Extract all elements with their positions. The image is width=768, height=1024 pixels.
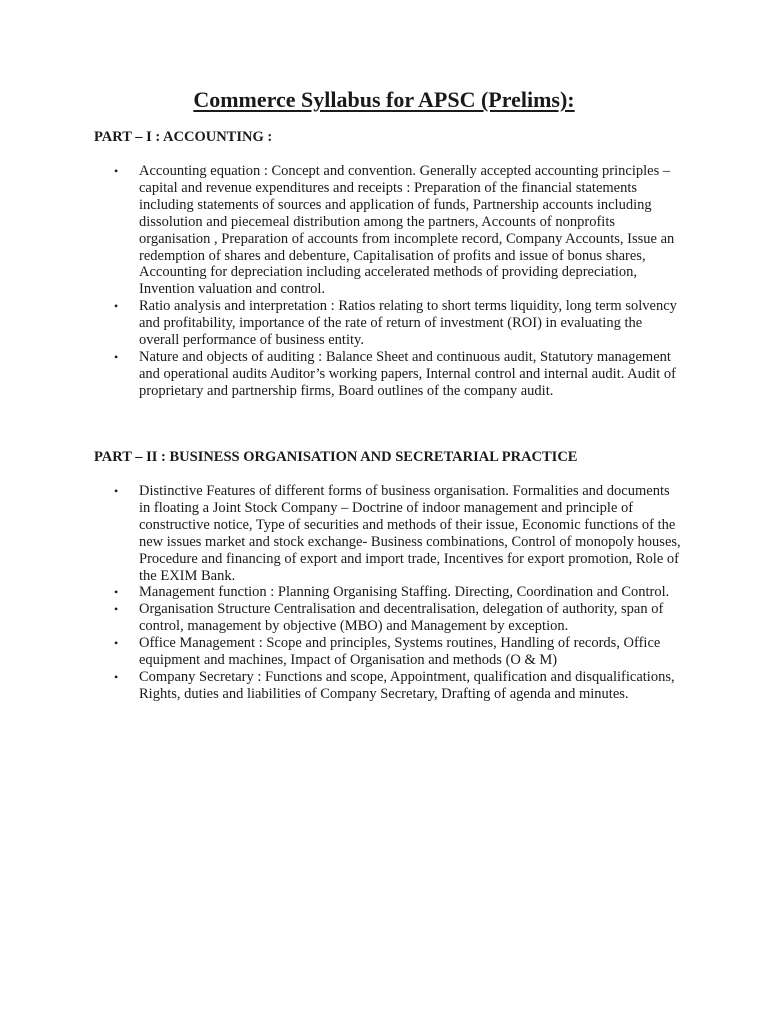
- bullet-icon: •: [114, 602, 119, 617]
- list-item: [0, 584, 768, 601]
- bullet-icon: •: [114, 349, 119, 364]
- part-2-list: [0, 483, 768, 703]
- list-item: [0, 669, 768, 703]
- list-item: [0, 635, 768, 669]
- bullet-icon: •: [114, 484, 119, 498]
- part-1-list: [0, 163, 768, 400]
- part-1-heading: PART – I : ACCOUNTING :: [94, 129, 273, 145]
- list-item-text: Company Secretary : Functions and scope, Appointment, qualification and disqualifications, Rights, duties and liabilities of Company Secretary, Drafting of agenda and minutes.: [139, 668, 675, 702]
- document-title: Commerce Syllabus for APSC (Prelims):: [193, 87, 575, 112]
- list-item: [0, 483, 768, 584]
- bullet-icon: •: [114, 299, 119, 314]
- list-item-text: Nature and objects of auditing : Balance Sheet and continuous audit, Statutory management and operational audits Auditor’s working papers, Internal control and internal audit. Audit of proprietary and partnership firms, Board outlines of the company audit.: [139, 348, 676, 399]
- list-item-text: Management function : Planning Organising Staffing. Directing, Coordination and Control.: [139, 584, 670, 601]
- bullet-icon: •: [114, 585, 119, 600]
- list-item-text: Distinctive Features of different forms of business organisation. Formalities and documents in floating a Joint Stock Company – Doctrine of indoor management and principle of constructive notice, Type of securities and methods of their issue, Economic functions of the new issues market and stock exchange- Business combinations, Control of monopoly houses, Procedure and financing of export and import trade, Incentives for export promotion, Role of the EXIM Bank.: [139, 483, 681, 584]
- list-item-text: Accounting equation : Concept and convention. Generally accepted accounting principles – capital and revenue expenditures and receipts : Preparation of the financial statements including statements of sources and application of funds, Partnership accounts including dissolution and piecemeal distribution among the partners, Accounts of nonprofits organisation , Preparation of accounts from incomplete record, Company Accounts, Issue an redemption of shares and debenture, Capitalisation of profits and issue of bonus shares, Accounting for depreciation including accelerated methods of providing depreciation, Invention valuation and control.: [139, 163, 675, 298]
- bullet-icon: •: [114, 164, 119, 178]
- list-item: [0, 349, 768, 400]
- list-item: [0, 601, 768, 635]
- bullet-icon: •: [114, 636, 119, 651]
- list-item-text: Office Management : Scope and principles, Systems routines, Handling of records, Office equipment and machines, Impact of Organisation and methods (O & M): [139, 635, 661, 669]
- list-item: [0, 298, 768, 349]
- list-item-text: Ratio analysis and interpretation : Ratios relating to short terms liquidity, long term solvency and profitability, importance of the rate of return of investment (ROI) in evaluating the overall performance of business entity.: [139, 298, 677, 349]
- list-item-text: Organisation Structure Centralisation and decentralisation, delegation of authority, span of control, management by objective (MBO) and Management by exception.: [139, 601, 664, 635]
- bullet-icon: •: [114, 669, 119, 684]
- list-item: [0, 163, 768, 298]
- part-2-heading: PART – II : BUSINESS ORGANISATION AND SECRETARIAL PRACTICE: [94, 449, 578, 465]
